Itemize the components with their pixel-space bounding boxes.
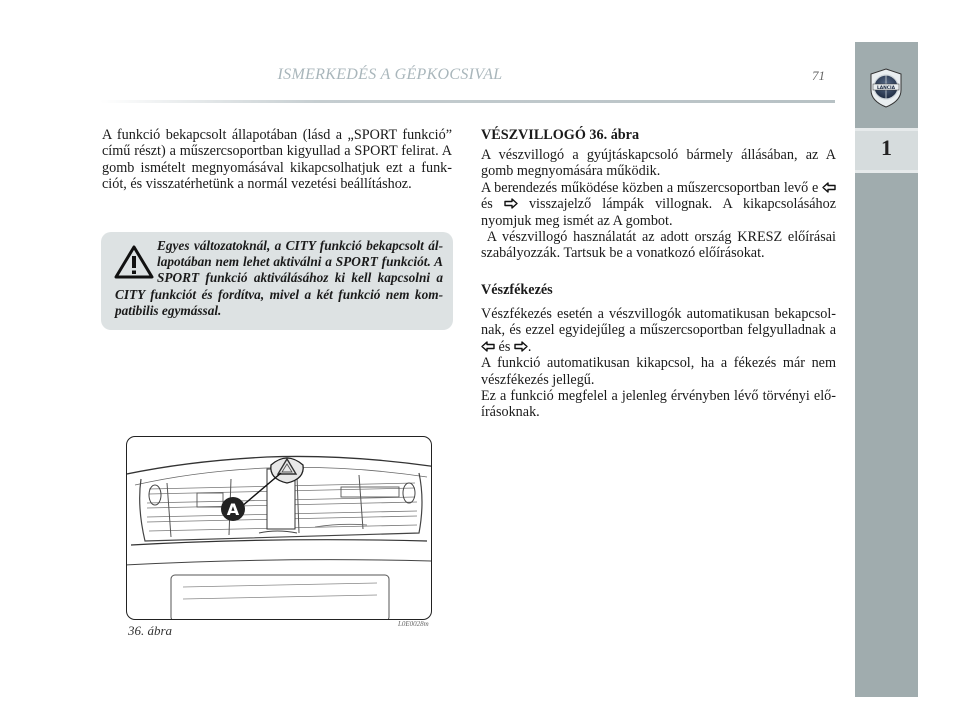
section-heading-emergency-braking: Vészfékezés [481, 282, 553, 298]
figure-code: L0E0028m [398, 620, 429, 628]
logo-lettering: LANCIA [876, 86, 896, 91]
section-heading-hazard: VÉSZVILLOGÓ 36. ábra [481, 127, 640, 143]
turn-signal-right-arrow-icon-2 [514, 341, 528, 352]
braking-text-1b: . [527, 338, 532, 355]
dashboard-hazard-switch-illustration [127, 437, 431, 619]
turn-signal-right-arrow-icon [504, 198, 518, 209]
page-number: 71 [812, 68, 825, 83]
figure-caption: 36. ábra [128, 623, 173, 638]
braking-text-and: és [498, 338, 511, 355]
hazard-text-2b: visszajelző lámpák villognak. A kikapcsolásához nyomjuk meg ismét az A gombot. [481, 196, 836, 229]
warning-note [115, 238, 443, 319]
lancia-logo-icon [868, 68, 904, 108]
hazard-text-2a: A berendezés működése közben a műszercsoportban levő e [481, 179, 819, 196]
hazard-text-and: és [481, 196, 493, 213]
emergency-braking-paragraph [481, 306, 836, 421]
hazard-text-3: A vészvillogó használatát az adott ország KRESZ előírásai szabályozzák. Tartsuk be a vonatkozó előírásokat. [481, 229, 836, 262]
turn-signal-left-arrow-icon-2 [481, 341, 495, 352]
chapter-number: 1 [881, 135, 892, 160]
turn-signal-left-arrow-icon [822, 182, 836, 193]
header-rule [100, 100, 835, 103]
braking-text-3: Ez a funkció megfelel a jelenleg érvényben lévő törvényi előírásoknak. [481, 388, 836, 421]
braking-text-1a: Vészfékezés esetén a vészvillogók automatikusan bekapcsolnak, és ezzel egyidejűleg a műszercsoportban felgyulladnak a [481, 306, 836, 339]
callout-label-a: A [226, 500, 240, 519]
left-paragraph: A funkció bekapcsolt állapotában (lásd a „SPORT funkció” című részt) a műszercsoportban kigyullad a SPORT felirat. A gomb ismételt megnyomásával kikapcsolhatjuk ezt a funkciót, és visszatérhetünk a normál vezetési beállításhoz. [102, 127, 452, 193]
running-header-title: ISMERKEDÉS A GÉPKOCSIVAL [277, 66, 503, 83]
warning-note-text: Egyes változatoknál, a CITY funkció bekapcsolt állapotában nem lehet aktiválni a SPORT funkciót. A SPORT funkció aktiválásához ki kell kapcsolni a CITY funkciót és fordítva, mivel a két funkció nem kompatibilis egymással. [115, 238, 443, 318]
braking-text-2: A funkció automatikusan kikapcsol, ha a fékezés már nem vészfékezés jellegű. [481, 355, 836, 388]
figure-36 [126, 436, 432, 620]
hazard-text-1: A vészvillogó a gyújtáskapcsoló bármely állásában, az A gomb megnyomására működik. [481, 147, 836, 180]
hazard-paragraph [481, 147, 836, 262]
